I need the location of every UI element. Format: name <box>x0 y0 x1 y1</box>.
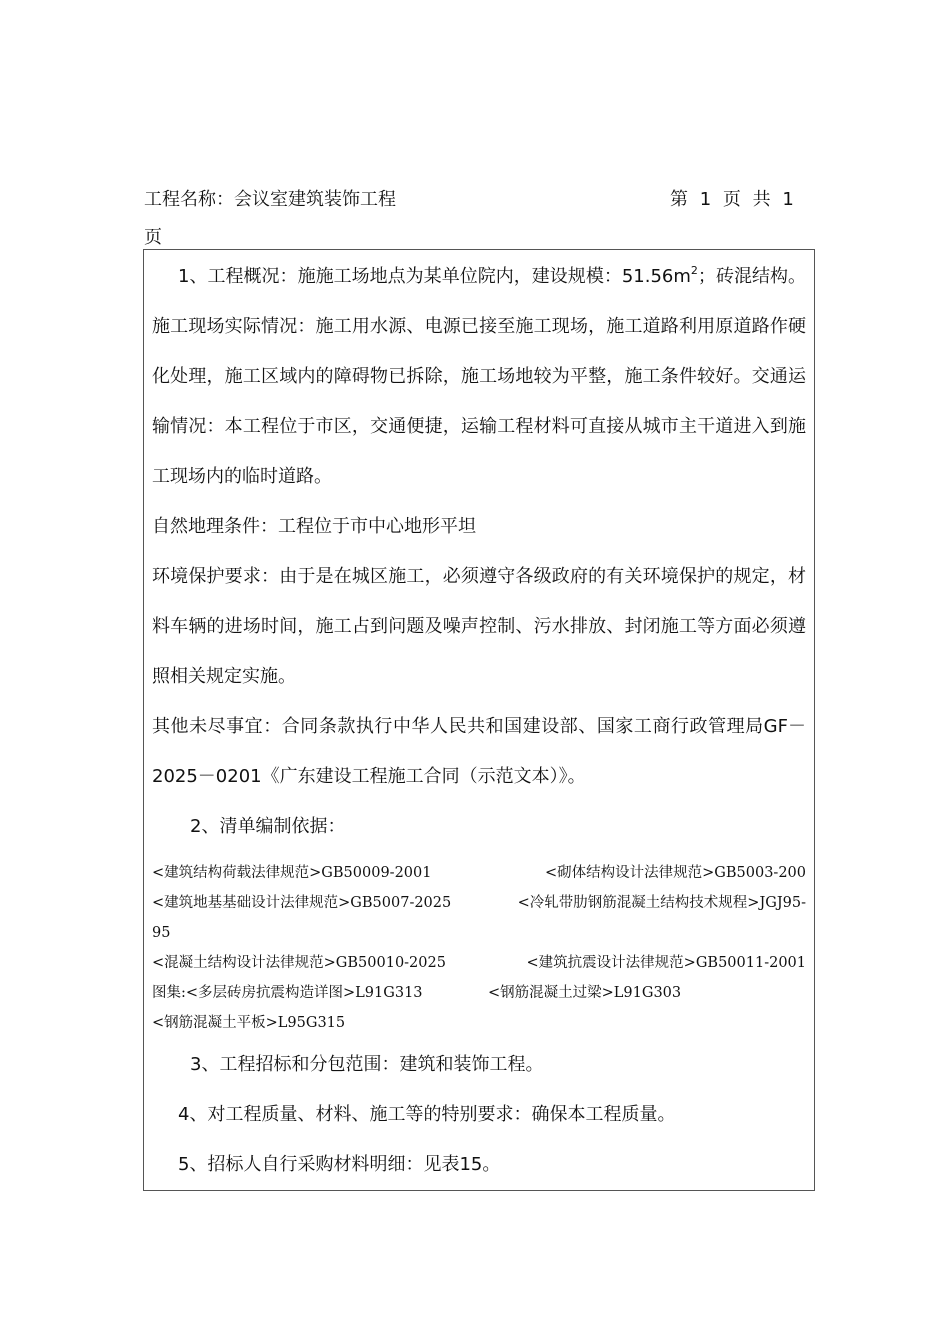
standard-item: <钢筋混凝土过梁>L91G303 <box>488 985 682 1001</box>
content-box <box>143 249 815 1191</box>
standard-item: <砌体结构设计法律规范>GB5003-200 <box>544 865 806 881</box>
standards-row <box>152 948 806 978</box>
project-name-label: 工程名称：会议室建筑装饰工程 <box>144 189 396 210</box>
area-unit-superscript: 2 <box>690 264 698 277</box>
standard-item-continuation: 95 <box>152 925 171 941</box>
other-matters-paragraph: 其他未尽事宜：合同条款执行中华人民共和国建设部、国家工商行政管理局GF－2025－0201《广东建设工程施工合同（示范文本）》。 <box>152 716 806 787</box>
standard-item: <建筑抗震设计法律规范>GB50011-2001 <box>526 955 806 971</box>
project-overview-text: 1、工程概况：施施工场地点为某单位院内，建设规模：51.56m <box>178 266 691 287</box>
page-info-wrap: 页 <box>144 227 162 248</box>
standards-row <box>152 888 806 918</box>
standards-row <box>152 858 806 888</box>
standard-item: <混凝土结构设计法律规范>GB50010-2025 <box>152 955 446 971</box>
standard-item: <建筑地基基础设计法律规范>GB5007-2025 <box>152 895 452 911</box>
page-info: 第 1 页 共 1 <box>670 189 797 210</box>
basis-heading: 2、清单编制依据： <box>190 816 346 837</box>
project-overview-text-rest: ；砖混结构。施工现场实际情况：施工用水源、电源已接至施工现场，施工道路利用原道路作硬化处理，施工区域内的障碍物已拆除，施工场地较为平整，施工条件较好。交通运输情况：本工程位于市区，交通便捷，运输工程材料可直接从城市主干道进入到施工现场内的临时道路。 <box>152 266 807 487</box>
standard-item: <冷轧带肋钢筋混凝土结构技术规程>JGJ95- <box>517 895 806 911</box>
materials-paragraph: 5、招标人自行采购材料明细：见表15。 <box>178 1154 501 1175</box>
standard-item: 图集:<多层砖房抗震构造详图>L91G313 <box>152 985 423 1001</box>
content-body <box>152 250 806 1190</box>
standards-list <box>152 858 806 1038</box>
quality-requirements-paragraph: 4、对工程质量、材料、施工等的特别要求：确保本工程质量。 <box>178 1104 676 1125</box>
standard-item: <钢筋混凝土平板>L95G315 <box>152 1015 346 1031</box>
standards-row <box>152 1008 806 1038</box>
bidding-scope-paragraph: 3、工程招标和分包范围：建筑和装饰工程。 <box>190 1054 544 1075</box>
project-overview-paragraph <box>152 252 806 502</box>
environment-paragraph: 环境保护要求：由于是在城区施工，必须遵守各级政府的有关环境保护的规定，材料车辆的进场时间，施工占到问题及噪声控制、污水排放、封闭施工等方面必须遵照相关规定实施。 <box>152 566 806 687</box>
natural-conditions-paragraph: 自然地理条件：工程位于市中心地形平坦 <box>152 516 476 537</box>
standard-item: <建筑结构荷载法律规范>GB50009-2001 <box>152 865 432 881</box>
standards-row <box>152 978 806 1008</box>
